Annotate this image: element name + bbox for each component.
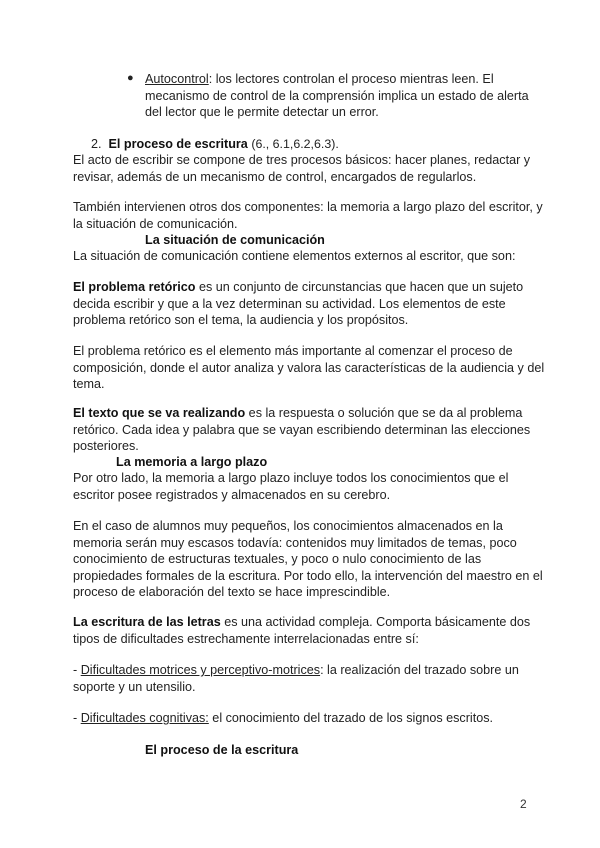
paragraph-problema-importante: El problema retórico es el elemento más importante al comenzar el proceso de composición, donde el autor analiza y valora las características de la audiencia y del tema. bbox=[73, 344, 545, 392]
bullet-term: Autocontrol bbox=[145, 72, 209, 86]
paragraph-situacion: La situación de comunicación contiene elementos externos al escritor, que son: bbox=[73, 249, 516, 263]
paragraph-escritura-letras: La escritura de las letras es una actividad compleja. Comporta básicamente dos tipos de dificultades estrechamente interrelacionadas entre sí: bbox=[73, 615, 531, 646]
paragraph-componentes: También intervienen otros dos componentes: la memoria a largo plazo del escritor, y la situación de comunicación. bbox=[73, 200, 543, 231]
paragraph-alumnos: En el caso de alumnos muy pequeños, los conocimientos almacenados en la memoria serán muy escasos todavía: contenidos muy limitados de temas, poco conocimiento de estructuras textuales, y poco o nulo conocimiento de las propiedades formales de la escritura. Por todo ello, la intervención del maestro en el proceso de elaboración del texto se hace imprescindible. bbox=[73, 519, 543, 600]
section-title: El proceso de escritura bbox=[108, 137, 248, 151]
heading-proceso-escritura: El proceso de la escritura bbox=[145, 743, 299, 757]
paragraph-dificultades-motrices: - Dificultades motrices y perceptivo-motrices: la realización del trazado sobre un soporte y un utensilio. bbox=[73, 663, 519, 694]
paragraph-acto-escribir: El acto de escribir se compone de tres procesos básicos: hacer planes, redactar y revisar, además de un mecanismo de control, encargados de regularlos. bbox=[73, 153, 531, 184]
section-heading bbox=[91, 136, 339, 153]
paragraph-dificultades-cognitivas: - Dificultades cognitivas: el conocimiento del trazado de los signos escritos. bbox=[73, 711, 494, 725]
heading-situacion-comunicacion: La situación de comunicación bbox=[145, 233, 325, 247]
heading-memoria-largo-plazo: La memoria a largo plazo bbox=[116, 455, 268, 469]
page-number: 2 bbox=[520, 797, 527, 811]
paragraph-texto-realizando: El texto que se va realizando es la respuesta o solución que se da al problema retórico. Cada idea y palabra que se vayan escribiendo determinan las elecciones posteriores. bbox=[73, 406, 531, 454]
section-refs: (6., 6.1,6.2,6.3). bbox=[251, 137, 339, 151]
section-number: 2. bbox=[91, 137, 102, 151]
bullet-icon: ● bbox=[127, 72, 134, 84]
bullet-paragraph: Autocontrol: los lectores controlan el proceso mientras leen. El mecanismo de control de la comprensión implica un estado de alerta del lector que le permite detectar un error. bbox=[145, 72, 529, 120]
paragraph-memoria: Por otro lado, la memoria a largo plazo incluye todos los conocimientos que el escritor posee registrados y almacenados en su cerebro. bbox=[73, 471, 509, 502]
paragraph-problema-retorico: El problema retórico es un conjunto de circunstancias que hacen que un sujeto decida escribir y que a la vez determinan su actividad. Los elementos de este problema retórico son el tema, la audiencia y los propósitos. bbox=[73, 280, 524, 328]
